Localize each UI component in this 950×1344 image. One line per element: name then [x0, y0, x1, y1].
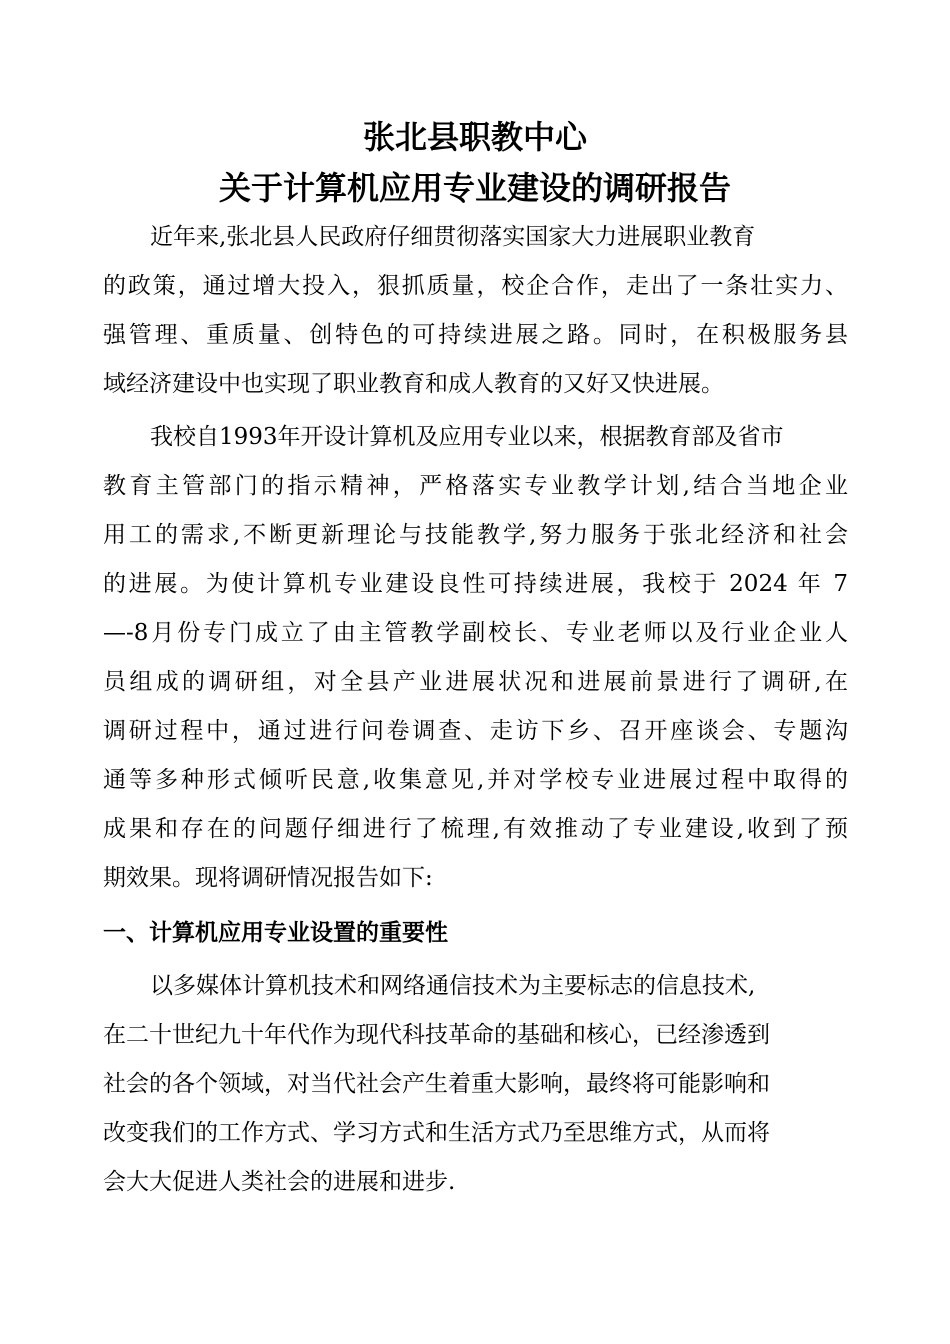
- paragraph-line: 近年来,张北县人民政府仔细贯彻落实国家大力进展职业教育: [150, 224, 756, 250]
- paragraph-line: 会大大促进人类社会的进展和进步.: [103, 1169, 456, 1195]
- paragraph-line: 强管理、重质量、创特色的可持续进展之路。同时，在积极服务县: [103, 322, 848, 348]
- document-title-line-2: 关于计算机应用专业建设的调研报告: [218, 169, 731, 207]
- paragraph-line: 我校自1993年开设计算机及应用专业以来，根据教育部及省市: [150, 424, 784, 450]
- document-title-line-1: 张北县职教中心: [362, 118, 587, 156]
- paragraph-line: 的进展。为使计算机专业建设良性可持续进展，我校于 2024 年 7: [103, 571, 848, 597]
- paragraph-line: 用工的需求,不断更新理论与技能教学,努力服务于张北经济和社会: [103, 522, 848, 548]
- paragraph-line: 成果和存在的问题仔细进行了梳理,有效推动了专业建设,收到了预: [103, 816, 848, 842]
- paragraph-line: 的政策，通过增大投入，狠抓质量，校企合作，走出了一条壮实力、: [103, 273, 848, 299]
- paragraph-line: 教育主管部门的指示精神，严格落实专业教学计划,结合当地企业: [103, 473, 848, 499]
- paragraph-line: 社会的各个领域，对当代社会产生着重大影响，最终将可能影响和: [103, 1071, 770, 1097]
- paragraph-line: 在二十世纪九十年代作为现代科技革命的基础和核心，已经渗透到: [103, 1022, 770, 1048]
- paragraph-line: 期效果。现将调研情况报告如下:: [103, 865, 433, 891]
- paragraph-line: 调研过程中，通过进行问卷调查、走访下乡、召开座谈会、专题沟: [103, 718, 848, 744]
- paragraph-line: 改变我们的工作方式、学习方式和生活方式乃至思维方式，从而将: [103, 1120, 770, 1146]
- paragraph-line: 以多媒体计算机技术和网络通信技术为主要标志的信息技术,: [150, 973, 756, 999]
- paragraph-line: 域经济建设中也实现了职业教育和成人教育的又好又快进展。: [103, 371, 724, 397]
- section-heading: 一、计算机应用专业设置的重要性: [103, 920, 448, 946]
- paragraph-line: 员组成的调研组，对全县产业进展状况和进展前景进行了调研,在: [103, 669, 848, 695]
- paragraph-line: 通等多种形式倾听民意,收集意见,并对学校专业进展过程中取得的: [103, 767, 848, 793]
- paragraph-line: —-8月份专门成立了由主管教学副校长、专业老师以及行业企业人: [103, 620, 848, 646]
